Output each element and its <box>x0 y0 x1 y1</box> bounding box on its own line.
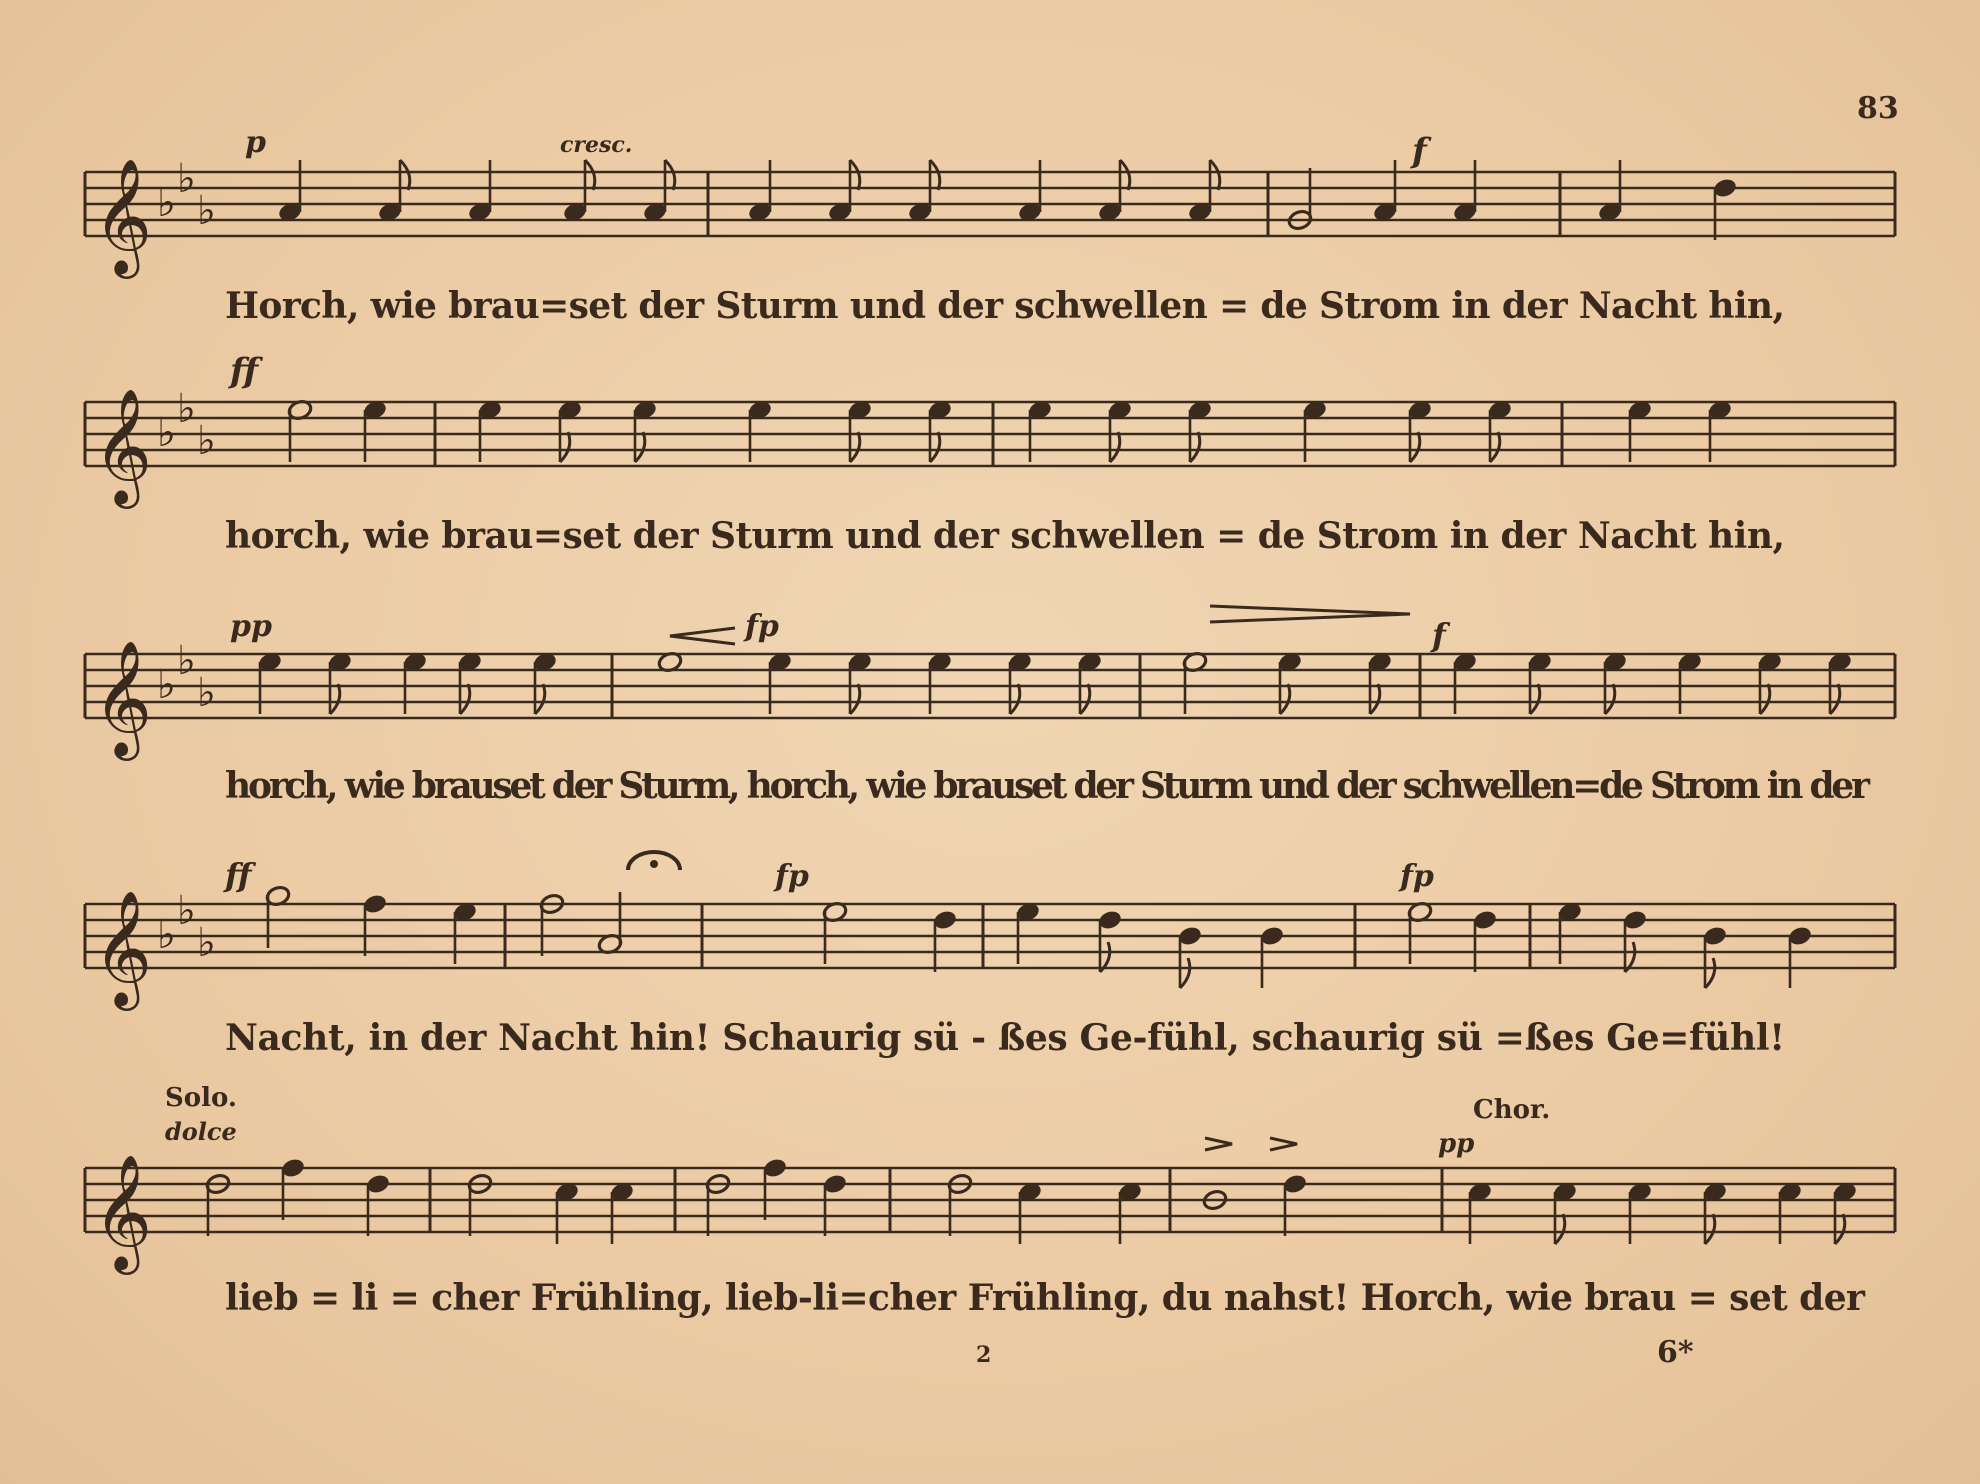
note-flag <box>850 432 860 462</box>
dynamic-mark: cresc. <box>560 132 633 158</box>
flat-sign: ♭ <box>157 410 176 456</box>
hairpin <box>670 628 735 644</box>
dynamic-mark: fp <box>775 859 809 894</box>
hairpin <box>1210 606 1410 622</box>
note-flag <box>1120 160 1130 190</box>
systems-layer <box>85 125 1895 1319</box>
note-flag <box>1705 958 1715 988</box>
lyrics-line: lieb = li = cher Frühling, lieb-li=cher Frühling, du nahst! Horch, wie brau = set der <box>225 1277 1865 1319</box>
hairpin <box>1205 1138 1232 1150</box>
note-flag <box>1605 684 1615 714</box>
note-flag <box>560 432 570 462</box>
note-flag <box>330 684 340 714</box>
lyrics-line: Nacht, in der Nacht hin! Schaurig sü - ßes Ge-fühl, schaurig sü =ßes Ge=fühl! <box>225 1017 1785 1059</box>
flat-sign: ♭ <box>197 418 216 464</box>
note-flag <box>1410 432 1420 462</box>
treble-clef: 𝄞 <box>93 889 153 1006</box>
flat-sign: ♭ <box>177 638 196 684</box>
dynamic-mark: fp <box>1400 859 1434 894</box>
treble-clef: 𝄞 <box>93 1153 153 1270</box>
note-flag <box>635 432 645 462</box>
note-flag <box>1530 684 1540 714</box>
note-flag <box>930 160 940 190</box>
dynamic-mark: ff <box>225 856 252 894</box>
fermata-dot <box>650 860 658 868</box>
note-flag <box>1760 684 1770 714</box>
treble-clef: 𝄞 <box>93 639 153 756</box>
section-label: dolce <box>165 1117 237 1146</box>
note-flag <box>1180 958 1190 988</box>
flat-sign: ♭ <box>197 670 216 716</box>
note-flag <box>1010 684 1020 714</box>
note-flag <box>1210 160 1220 190</box>
dynamic-mark: f <box>1412 131 1427 171</box>
note-flag <box>1280 684 1290 714</box>
flat-sign: ♭ <box>157 662 176 708</box>
section-label: Solo. <box>165 1083 237 1113</box>
flat-sign: ♭ <box>177 888 196 934</box>
note-flag <box>665 160 675 190</box>
page-number: 83 <box>1857 91 1899 126</box>
dynamic-mark: pp <box>230 609 272 644</box>
dynamic-mark: p <box>245 125 266 160</box>
note-flag <box>1705 1214 1715 1244</box>
note-flag <box>400 160 410 190</box>
lyrics-line: Horch, wie brau=set der Sturm und der schwellen = de Strom in der Nacht hin, <box>225 285 1785 327</box>
note-flag <box>1080 684 1090 714</box>
flat-sign: ♭ <box>177 156 196 202</box>
dynamic-mark: fp <box>745 609 779 644</box>
note-flag <box>1370 684 1380 714</box>
note-flag <box>1835 1214 1845 1244</box>
staff-system-4 <box>85 856 1895 1059</box>
flat-sign: ♭ <box>157 912 176 958</box>
flat-sign: ♭ <box>197 188 216 234</box>
signature-mark: 6* <box>1657 1335 1694 1370</box>
note-flag <box>460 684 470 714</box>
lyrics-line: horch, wie brauset der Sturm, horch, wie brauset der Sturm und der schwellen=de Strom in der <box>225 765 1871 807</box>
footer-mark: 2 <box>976 1342 992 1368</box>
treble-clef: 𝄞 <box>93 157 153 274</box>
note-flag <box>850 684 860 714</box>
note-flag <box>850 160 860 190</box>
note-flag <box>1490 432 1500 462</box>
staff-system-2 <box>85 351 1895 557</box>
flat-sign: ♭ <box>197 920 216 966</box>
section-label: pp <box>1438 1129 1475 1159</box>
lyrics-line: horch, wie brau=set der Sturm und der schwellen = de Strom in der Nacht hin, <box>225 515 1785 557</box>
note-flag <box>1190 432 1200 462</box>
staff-system-5 <box>85 1083 1895 1319</box>
treble-clef: 𝄞 <box>93 387 153 504</box>
flat-sign: ♭ <box>177 386 196 432</box>
note-flag <box>585 160 595 190</box>
dynamic-mark: f <box>1432 616 1446 654</box>
note-flag <box>930 432 940 462</box>
flat-sign: ♭ <box>157 180 176 226</box>
note-flag <box>1830 684 1840 714</box>
dynamic-mark: ff <box>230 351 259 391</box>
staff-system-3 <box>85 609 1895 807</box>
note-flag <box>535 684 545 714</box>
note-flag <box>1555 1214 1565 1244</box>
hairpin <box>1270 1138 1297 1150</box>
note-flag <box>1110 432 1120 462</box>
staff-system-1 <box>85 125 1895 327</box>
section-label: Chor. <box>1473 1095 1551 1125</box>
